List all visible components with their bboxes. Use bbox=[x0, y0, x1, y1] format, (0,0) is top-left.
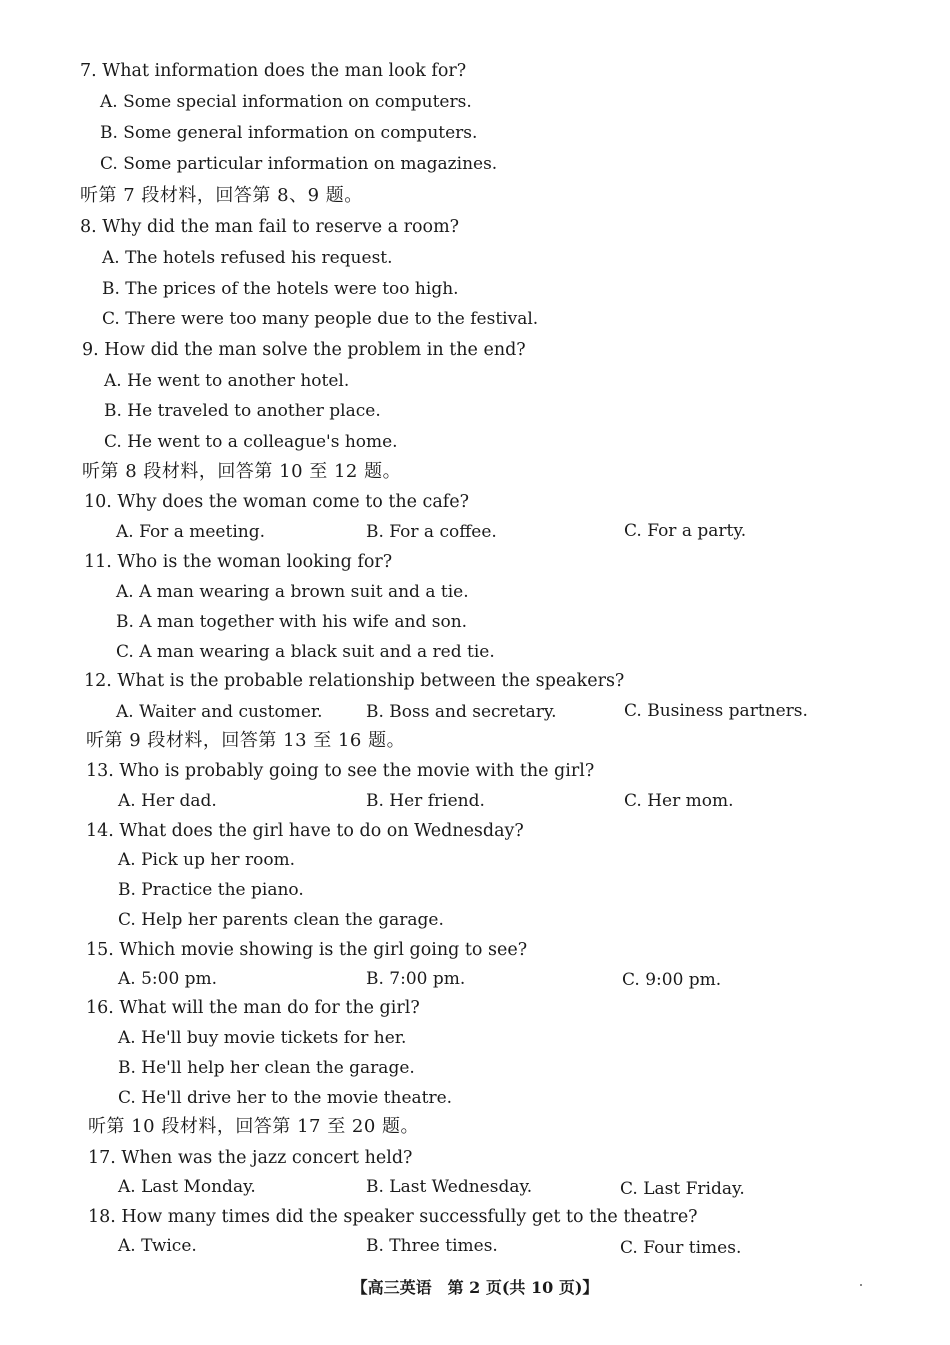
option-16a: A. He'll buy movie tickets for her. bbox=[118, 1028, 407, 1048]
option-7b: B. Some general information on computers. bbox=[100, 123, 478, 143]
option-13a: A. Her dad. bbox=[118, 791, 217, 811]
question-7: 7. What information does the man look for? bbox=[80, 61, 467, 81]
option-13c: C. Her mom. bbox=[624, 791, 734, 811]
question-9: 9. How did the man solve the problem in the end? bbox=[82, 340, 526, 360]
question-12: 12. What is the probable relationship between the speakers? bbox=[84, 671, 625, 691]
question-11: 11. Who is the woman looking for? bbox=[84, 552, 393, 572]
option-18c: C. Four times. bbox=[620, 1238, 742, 1258]
option-16c: C. He'll drive her to the movie theatre. bbox=[118, 1088, 453, 1108]
question-17: 17. When was the jazz concert held? bbox=[88, 1148, 413, 1168]
option-13b: B. Her friend. bbox=[366, 791, 485, 811]
option-9a: A. He went to another hotel. bbox=[104, 371, 350, 391]
section-9-heading: 听第 9 段材料，回答第 13 至 16 题。 bbox=[86, 730, 406, 751]
question-15: 15. Which movie showing is the girl going to see? bbox=[86, 940, 528, 960]
page-footer: 【高三英语 第 2 页(共 10 页)】 bbox=[351, 1278, 599, 1297]
option-18a: A. Twice. bbox=[118, 1236, 197, 1256]
option-7c: C. Some particular information on magazines. bbox=[100, 154, 498, 174]
option-14b: B. Practice the piano. bbox=[118, 880, 304, 900]
option-12a: A. Waiter and customer. bbox=[116, 702, 323, 722]
option-10a: A. For a meeting. bbox=[116, 522, 265, 542]
option-15b: B. 7:00 pm. bbox=[366, 969, 466, 989]
option-15c: C. 9:00 pm. bbox=[622, 970, 722, 990]
option-9c: C. He went to a colleague's home. bbox=[104, 432, 398, 452]
question-18: 18. How many times did the speaker successfully get to the theatre? bbox=[88, 1207, 698, 1227]
option-11a: A. A man wearing a brown suit and a tie. bbox=[116, 582, 469, 602]
question-14: 14. What does the girl have to do on Wednesday? bbox=[86, 821, 524, 841]
option-8c: C. There were too many people due to the festival. bbox=[102, 309, 539, 329]
option-11c: C. A man wearing a black suit and a red tie. bbox=[116, 642, 495, 662]
question-13: 13. Who is probably going to see the movie with the girl? bbox=[86, 761, 595, 781]
section-8-heading: 听第 8 段材料，回答第 10 至 12 题。 bbox=[82, 461, 402, 482]
question-16: 16. What will the man do for the girl? bbox=[86, 998, 420, 1018]
section-10-heading: 听第 10 段材料，回答第 17 至 20 题。 bbox=[88, 1116, 420, 1137]
option-16b: B. He'll help her clean the garage. bbox=[118, 1058, 415, 1078]
option-14a: A. Pick up her room. bbox=[118, 850, 296, 870]
option-9b: B. He traveled to another place. bbox=[104, 401, 381, 421]
option-7a: A. Some special information on computers. bbox=[100, 92, 472, 112]
question-10: 10. Why does the woman come to the cafe? bbox=[84, 492, 469, 512]
option-12c: C. Business partners. bbox=[624, 701, 808, 721]
scan-speck bbox=[860, 1284, 862, 1286]
option-8b: B. The prices of the hotels were too high. bbox=[102, 279, 459, 299]
option-12b: B. Boss and secretary. bbox=[366, 702, 557, 722]
option-17c: C. Last Friday. bbox=[620, 1179, 745, 1199]
option-11b: B. A man together with his wife and son. bbox=[116, 612, 468, 632]
option-18b: B. Three times. bbox=[366, 1236, 498, 1256]
option-15a: A. 5:00 pm. bbox=[118, 969, 218, 989]
option-8a: A. The hotels refused his request. bbox=[102, 248, 393, 268]
option-10b: B. For a coffee. bbox=[366, 522, 497, 542]
option-10c: C. For a party. bbox=[624, 521, 747, 541]
option-17b: B. Last Wednesday. bbox=[366, 1177, 533, 1197]
option-14c: C. Help her parents clean the garage. bbox=[118, 910, 444, 930]
option-17a: A. Last Monday. bbox=[118, 1177, 256, 1197]
section-7-heading: 听第 7 段材料，回答第 8、9 题。 bbox=[80, 185, 363, 206]
question-8: 8. Why did the man fail to reserve a room? bbox=[80, 217, 460, 237]
